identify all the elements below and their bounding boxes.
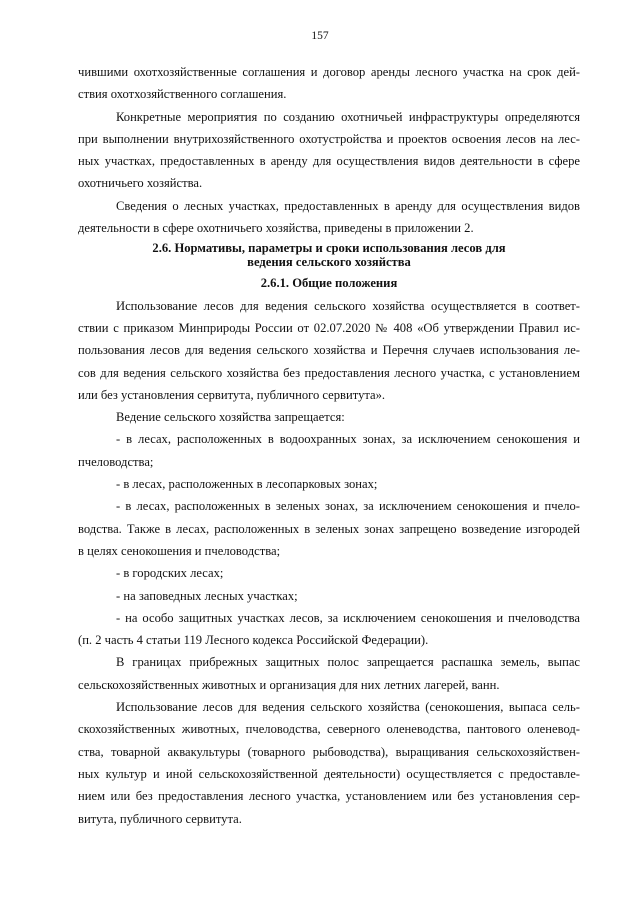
text-line: - на заповедных лесных участках; [116,588,298,603]
section-heading-line: 2.6. Нормативы, параметры и сроки использования лесов для [152,241,506,256]
text-line: ных культур и иной сельскохозяйственной деятельности) осуществляется с предоставле- [78,766,580,781]
text-line: - в лесах, расположенных в лесопарковых зонах; [116,477,378,492]
text-line: Сведения о лесных участках, предоставленных в аренду для осуществления видов [116,198,580,213]
text-line: - в лесах, расположенных в водоохранных зонах, за исключением сенокошения и [116,432,580,447]
section-heading-line: ведения сельского хозяйства [247,255,411,270]
text-line: В границах прибрежных защитных полос запрещается распашка земель, выпас [116,655,580,670]
text-line: охотничьего хозяйства. [78,176,203,191]
text-line: Использование лесов для ведения сельского хозяйства (сенокошения, выпаса сель- [116,700,580,715]
list-item-green-zones [78,495,580,562]
paragraph-agricultural-use [78,696,580,830]
list-item-reserved-plots [78,585,580,607]
text-line: ных участках, предоставленных в аренду для осуществления видов деятельности в сфере [78,154,580,169]
paragraph-hunting-agreements [78,61,580,106]
page-body [78,61,580,830]
text-line: Ведение сельского хозяйства запрещается: [116,410,345,425]
text-line: нием или без предоставления лесного участка, установлением или без установления сер- [78,789,580,804]
paragraph-coastal-strips [78,651,580,696]
text-line: (п. 2 часть 4 статьи 119 Лесного кодекса Российской Федерации). [78,633,429,648]
text-line: водства. Также в лесах, расположенных в зеленых зонах запрещено возведение изгородей [78,521,580,536]
text-line: - в городских лесах; [116,566,224,581]
text-line: Конкретные мероприятия по созданию охотничьей инфраструктуры определяются [116,109,580,124]
text-line: ствия охотхозяйственного соглашения. [78,87,287,102]
text-line: сельскохозяйственных животных и организация для них летних лагерей, ванн. [78,677,500,692]
paragraph-prohibition-intro [78,406,580,428]
paragraph-hunting-infrastructure [78,106,580,195]
text-line: ствии с приказом Минприроды России от 02.07.2020 № 408 «Об утверждении Правил ис- [78,320,580,335]
subsection-heading: 2.6.1. Общие положения [260,276,398,291]
text-line: пчеловодства; [78,454,154,469]
section-heading [78,241,580,269]
list-item-protective-plots [78,607,580,652]
text-line: или без установления сервитута, публичного сервитута». [78,387,386,402]
text-line: деятельности в сфере охотничьего хозяйства, приведены в приложении 2. [78,221,474,236]
text-line: при выполнении внутрихозяйственного охотустройства и проектов освоения лесов на лес- [78,131,580,146]
text-line: Использование лесов для ведения сельского хозяйства осуществляется в соответ- [116,298,580,313]
text-line: - на особо защитных участках лесов, за исключением сенокошения и пчеловодства [116,610,580,625]
page-number: 157 [311,30,329,42]
list-item-forest-park [78,473,580,495]
text-line: скохозяйственных животных, пчеловодства, северного оленеводства, пантового оленевод- [78,722,580,737]
text-line: пользования лесов для ведения сельского хозяйства и Перечня случаев использования ле- [78,343,580,358]
paragraph-ministry-order [78,295,580,406]
text-line: - в лесах, расположенных в зеленых зонах, за исключением сенокошения и пчело- [116,499,580,514]
paragraph-leased-plots [78,195,580,240]
list-item-urban-forests [78,562,580,584]
text-line: чившими охотхозяйственные соглашения и договор аренды лесного участка на срок дей- [78,65,580,79]
text-line: сов для ведения сельского хозяйства без предоставления лесного участка, с установлением [78,365,580,380]
text-line: в целях сенокошения и пчеловодства; [78,543,281,558]
text-line: ства, товарной аквакультуры (товарного рыбоводства), выращивания сельскохозяйствен- [78,744,580,759]
list-item-water-protection [78,428,580,473]
text-line: витута, публичного сервитута. [78,811,242,826]
